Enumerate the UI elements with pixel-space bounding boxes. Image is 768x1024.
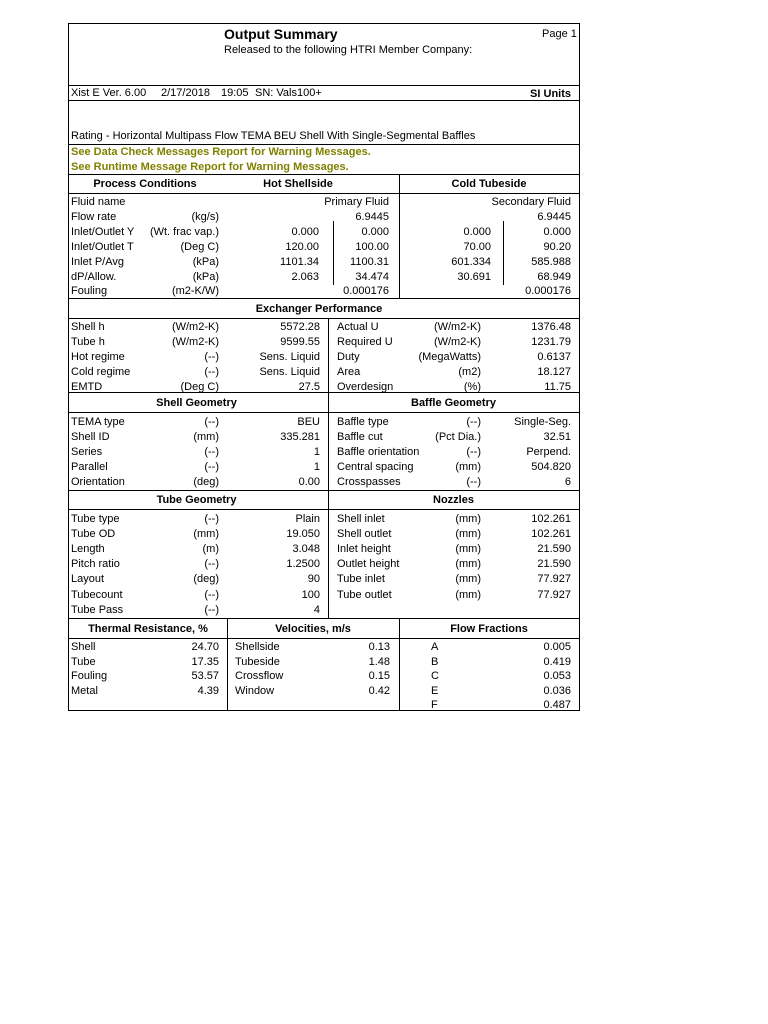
row-label: Inlet height [337,543,391,556]
cold-value-outlet: 0.000176 [525,285,571,298]
nozzles-heading: Nozzles [433,494,474,506]
hot-value-inlet: 120.00 [285,240,319,253]
divider [69,193,579,194]
row-label: Hot regime [71,350,125,363]
unit-label: (MegaWatts) [418,350,481,363]
cold-value-outlet: 68.949 [537,270,571,283]
velocity-value: 0.13 [368,641,390,653]
row-label: dP/Allow. [71,270,117,283]
unit-label: (W/m2-K) [171,335,219,348]
row-value: 1 [313,446,320,459]
unit-label: (--) [204,446,219,459]
row-label: Crosspasses [337,476,401,489]
hot-value-outlet: Primary Fluid [324,196,389,208]
row-value: 1231.79 [531,335,571,348]
row-value: 4 [313,603,320,616]
unit-label: (deg) [193,476,219,489]
hot-value-inlet: 0.000 [291,225,319,238]
process-conditions-heading: Process Conditions [93,178,197,190]
row-value: Perpend. [526,446,571,459]
velocities-heading: Velocities, m/s [275,623,351,635]
velocity-label: Window [235,684,275,697]
cold-value-inlet: 30.691 [457,270,491,283]
row-label: Fluid name [71,196,126,208]
row-label: Tube h [71,335,105,348]
row-label: Baffle cut [337,431,383,444]
unit-label: (Pct Dia.) [435,431,481,444]
unit-label: (m2) [458,365,481,378]
hot-value-inlet: 1101.34 [280,255,319,268]
thermal-label: Tube [71,655,96,668]
cold-value-outlet: 0.000 [543,225,571,238]
thermal-label: Shell [71,641,96,653]
exchanger-performance-heading: Exchanger Performance [255,303,383,315]
row-label: EMTD [71,380,103,393]
row-value: 90 [307,573,320,586]
unit-label: (--) [204,588,219,601]
thermal-label: Metal [71,684,98,697]
divider [69,100,579,101]
row-value: 5572.28 [280,321,320,333]
row-value: Plain [295,513,320,525]
row-value: 19.050 [286,528,320,541]
warning-data-check: See Data Check Messages Report for Warning Messages. [71,146,371,158]
output-summary-sheet [68,23,580,711]
unit-label: (W/m2-K) [433,335,481,348]
row-label: Tube Pass [71,603,124,616]
warning-runtime: See Runtime Message Report for Warning Messages. [71,161,349,173]
released-note: Released to the following HTRI Member Company: [224,44,473,56]
divider [69,490,579,491]
row-value: 1.2500 [286,558,320,571]
row-label: Series [71,446,103,459]
flow-fraction-value: 0.053 [543,670,571,683]
row-value: 77.927 [537,573,571,586]
unit-label: (--) [204,350,219,363]
divider [69,392,579,393]
row-value: 0.00 [298,476,320,489]
thermal-value: 53.57 [191,670,219,683]
row-label: Shell outlet [337,528,392,541]
units-label: SI Units [530,88,571,100]
run-time: 19:05 [221,87,249,99]
unit-label: (Wt. frac vap.) [149,225,219,238]
row-label: Layout [71,573,105,586]
unit-label: (m2-K/W) [171,285,219,298]
flow-fraction-value: 0.036 [543,684,571,697]
unit-label: (--) [466,446,481,459]
unit-label: (W/m2-K) [171,321,219,333]
velocity-value: 0.42 [368,684,390,697]
row-label: Central spacing [337,461,414,474]
unit-label: (deg) [193,573,219,586]
unit-label: (--) [204,558,219,571]
divider [69,298,579,299]
unit-label: (m) [202,543,219,556]
unit-label: (--) [204,416,219,428]
flow-fraction-label: C [431,670,439,683]
velocity-value: 0.15 [368,670,390,683]
hot-value-outlet: 100.00 [355,240,389,253]
unit-label: (--) [204,603,219,616]
row-label: Parallel [71,461,108,474]
flow-fraction-label: A [431,641,439,653]
software-version: Xist E Ver. 6.00 [71,87,147,99]
row-label: Inlet P/Avg [71,255,124,268]
row-value: 6 [564,476,571,489]
row-label: Tube inlet [337,573,385,586]
flow-fraction-value: 0.419 [543,655,571,668]
column-divider [227,618,228,710]
flow-fraction-value: 0.487 [543,699,571,712]
row-label: Shell inlet [337,513,385,525]
row-label: Baffle orientation [337,446,420,459]
unit-label: (mm) [193,431,219,444]
row-value: 335.281 [280,431,320,444]
row-value: 9599.55 [280,335,320,348]
unit-label: (kPa) [192,255,219,268]
run-date: 2/17/2018 [161,87,210,99]
hot-value-inlet: 2.063 [291,270,319,283]
row-label: Inlet/Outlet T [71,240,134,253]
row-value: Sens. Liquid [259,350,320,363]
cold-value-outlet: 90.20 [543,240,571,253]
row-label: Required U [337,335,393,348]
divider [69,318,579,319]
thermal-resistance-heading: Thermal Resistance, % [88,623,208,635]
page-number: Page 1 [542,28,577,40]
row-label: Shell h [71,321,105,333]
unit-label: (--) [204,461,219,474]
row-label: Pitch ratio [71,558,120,571]
thermal-label: Fouling [71,670,108,683]
unit-label: (mm) [193,528,219,541]
column-divider [328,392,329,490]
page-title: Output Summary [224,26,338,42]
row-label: Orientation [71,476,125,489]
unit-label: (%) [463,380,481,393]
row-label: Baffle type [337,416,389,428]
row-label: Inlet/Outlet Y [71,225,135,238]
flow-fraction-label: F [431,699,438,712]
row-label: Area [337,365,361,378]
unit-label: (W/m2-K) [433,321,481,333]
unit-label: (kg/s) [191,210,219,223]
cold-value-outlet: 6.9445 [537,210,571,223]
row-label: Flow rate [71,210,117,223]
hot-value-outlet: 0.000176 [343,285,389,298]
velocity-label: Shellside [235,641,280,653]
row-value: 0.6137 [537,350,571,363]
unit-label: (mm) [455,558,481,571]
row-label: Cold regime [71,365,131,378]
cold-value-inlet: 0.000 [463,225,491,238]
velocity-label: Tubeside [235,655,280,668]
cold-value-outlet: Secondary Fluid [491,196,571,208]
divider [69,638,579,639]
hot-value-outlet: 6.9445 [355,210,389,223]
hot-value-outlet: 1100.31 [350,255,389,268]
row-value: 504.820 [531,461,571,474]
cold-value-inlet: 70.00 [463,240,491,253]
unit-label: (--) [204,365,219,378]
column-divider [328,490,329,618]
row-label: Overdesign [337,380,394,393]
row-value: 32.51 [543,431,571,444]
flow-fraction-label: B [431,655,439,668]
column-divider [399,618,400,710]
cold-tubeside-heading: Cold Tubeside [451,178,527,190]
row-label: Fouling [71,285,108,298]
row-label: Length [71,543,105,556]
flow-fraction-value: 0.005 [543,641,571,653]
velocity-value: 1.48 [368,655,390,668]
row-label: Duty [337,350,360,363]
row-label: Shell ID [71,431,110,444]
shell-geometry-heading: Shell Geometry [156,397,237,409]
column-divider [328,318,329,392]
cold-value-outlet: 585.988 [531,255,571,268]
thermal-value: 17.35 [191,655,219,668]
row-label: Tubecount [71,588,123,601]
divider [69,412,579,413]
hot-shellside-heading: Hot Shellside [263,178,333,190]
row-value: 18.127 [537,365,571,378]
row-value: 27.5 [298,380,320,393]
row-value: 102.261 [531,513,571,525]
unit-label: (mm) [455,461,481,474]
serial-number: SN: Vals100+ [255,87,322,99]
hot-value-outlet: 0.000 [361,225,389,238]
row-value: 21.590 [537,558,571,571]
unit-label: (--) [466,476,481,489]
divider [69,85,579,86]
thermal-value: 4.39 [197,684,219,697]
row-label: Actual U [337,321,379,333]
unit-label: (--) [466,416,481,428]
unit-label: (mm) [455,543,481,556]
row-value: 3.048 [292,543,320,556]
divider [69,144,579,145]
unit-label: (mm) [455,573,481,586]
thermal-value: 24.70 [191,641,219,653]
flow-fractions-heading: Flow Fractions [450,623,528,635]
unit-label: (Deg C) [180,380,219,393]
unit-label: (--) [204,513,219,525]
tube-geometry-heading: Tube Geometry [156,494,237,506]
row-label: Tube type [71,513,120,525]
row-label: Outlet height [337,558,400,571]
divider [69,174,579,175]
divider [69,509,579,510]
row-value: 1376.48 [531,321,571,333]
row-label: TEMA type [71,416,125,428]
unit-label: (Deg C) [180,240,219,253]
velocity-label: Crossflow [235,670,284,683]
unit-label: (kPa) [192,270,219,283]
unit-label: (mm) [455,513,481,525]
row-value: 11.75 [544,380,571,393]
row-value: Sens. Liquid [259,365,320,378]
row-label: Tube outlet [337,588,392,601]
cold-value-inlet: 601.334 [451,255,491,268]
rating-description: Rating - Horizontal Multipass Flow TEMA BEU Shell With Single-Segmental Baffles [71,130,476,142]
divider [69,618,579,619]
row-value: 100 [301,588,320,601]
row-value: 1 [313,461,320,474]
unit-label: (mm) [455,528,481,541]
flow-fraction-label: E [431,684,439,697]
unit-label: (mm) [455,588,481,601]
row-value: Single-Seg. [514,416,571,428]
row-value: 77.927 [537,588,571,601]
row-label: Tube OD [71,528,116,541]
baffle-geometry-heading: Baffle Geometry [411,397,496,409]
row-value: 21.590 [537,543,571,556]
hot-value-outlet: 34.474 [355,270,389,283]
row-value: BEU [297,416,320,428]
row-value: 102.261 [531,528,571,541]
